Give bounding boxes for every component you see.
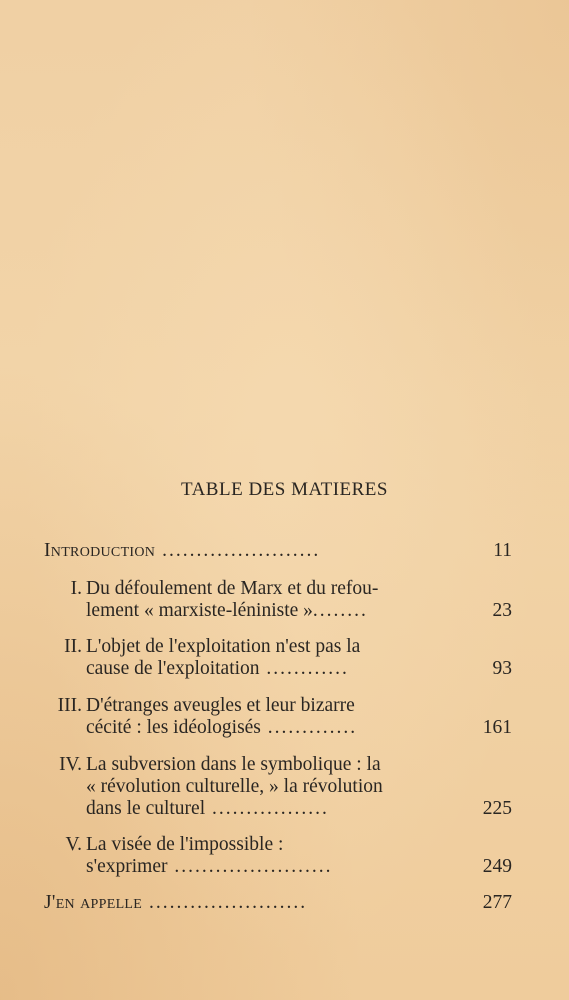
toc-page-number: 249: [482, 856, 512, 877]
toc-entry-title-line: La visée de l'impossible :: [86, 834, 284, 855]
toc-chapter-number: V.: [65, 834, 82, 855]
toc-entry-title: J'en appelle: [44, 892, 143, 913]
toc-page-number: 11: [493, 540, 512, 561]
toc-entry-chapter-3: [44, 695, 512, 739]
toc-entry-chapter-5: [44, 834, 512, 878]
toc-entry-title: Introduction: [44, 540, 156, 561]
toc-leader-dots: .......................: [155, 540, 321, 561]
toc-entry-conclusion: [44, 892, 512, 914]
toc-entry-title-line: cause de l'exploitation: [86, 658, 260, 679]
toc-entry-title-line: D'étranges aveugles et leur bizarre: [86, 695, 355, 716]
toc-entry-chapter-1: [44, 578, 512, 622]
toc-entry-title-line: Du défoulement de Marx et du refou-: [86, 578, 379, 599]
toc-entry-chapter-4: [44, 754, 512, 820]
toc-leader-dots: .............: [260, 717, 358, 738]
toc-entry-title-line: cécité : les idéologisés: [86, 717, 261, 738]
toc-leader-dots: .......................: [142, 892, 308, 913]
toc-entry-introduction: [44, 540, 512, 562]
toc-chapter-number: III.: [57, 695, 82, 716]
toc-entry-title-line: « révolution culturelle, » la révolution: [86, 776, 383, 797]
toc-page-number: 225: [482, 798, 512, 819]
toc-page-number: 93: [492, 658, 512, 679]
toc-page-number: 277: [482, 892, 512, 913]
toc-page-number: 23: [492, 600, 512, 621]
toc-leader-dots: ........: [312, 600, 368, 621]
toc-leader-dots: .......................: [167, 856, 333, 877]
toc-chapter-number: I.: [70, 578, 82, 599]
toc-chapter-number: II.: [64, 636, 82, 657]
toc-entry-title-line: lement « marxiste-léniniste »: [86, 600, 313, 621]
toc-entry-title-line: La subversion dans le symbolique : la: [86, 754, 381, 775]
page-title: TABLE DES MATIERES: [181, 479, 388, 500]
toc-chapter-number: IV.: [59, 754, 82, 775]
toc-entry-title-line: dans le culturel: [86, 798, 206, 819]
toc-entry-chapter-2: [44, 636, 512, 680]
toc-leader-dots: ............: [259, 658, 349, 679]
toc-leader-dots: .................: [205, 798, 329, 819]
toc-entry-title-line: L'objet de l'exploitation n'est pas la: [86, 636, 361, 657]
toc-page-number: 161: [482, 717, 512, 738]
toc-entry-title-line: s'exprimer: [86, 856, 168, 877]
